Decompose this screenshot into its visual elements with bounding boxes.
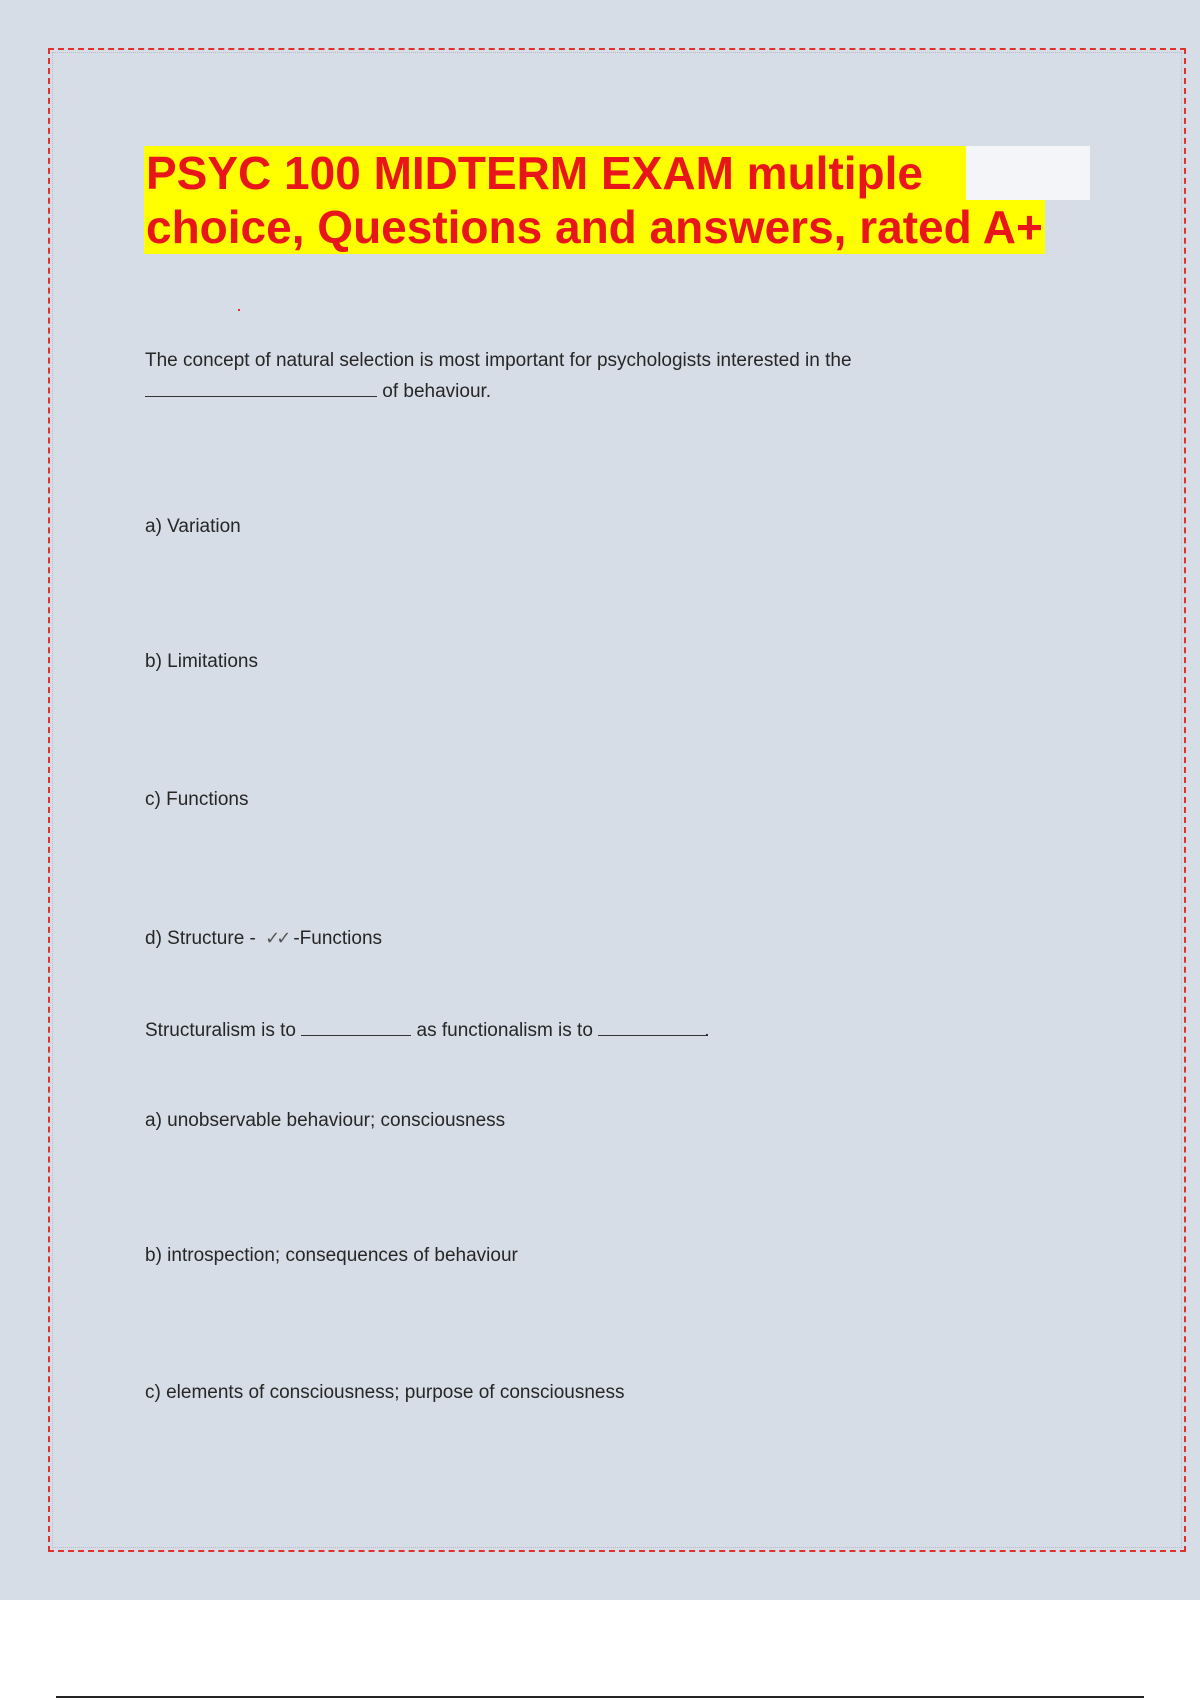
question-2-option-c: c) elements of consciousness; purpose of consciousness [145,1382,625,1403]
question-1-option-c: c) Functions [145,789,249,810]
title-line-1: PSYC 100 MIDTERM EXAM multiple [144,146,966,200]
question-2-stem-part-2: as functionalism is to [416,1020,593,1041]
question-2-stem-part-1: Structuralism is to [145,1020,296,1041]
question-1-stem-line-1: The concept of natural selection is most important for psychologists interested in the [145,350,852,371]
title-line-2: choice, Questions and answers, rated A+ [146,201,1043,253]
answer-blank [598,1019,708,1036]
question-1-option-b: b) Limitations [145,651,258,672]
question-1-stem-end: of behaviour. [382,381,492,402]
footer-rule [56,1696,1144,1698]
double-check-icon: ✓✓ [265,928,288,949]
title-highlight-pad [962,146,1090,200]
question-1-option-d-label: d) Structure - [145,928,262,949]
question-1-stem-line-2 [145,380,491,403]
question-2-option-b: b) introspection; consequences of behaviour [145,1245,518,1266]
question-2-option-a: a) unobservable behaviour; consciousness [145,1110,506,1131]
stray-dot-mark [238,309,240,311]
answer-blank [145,380,377,397]
question-1-correct-answer: -Functions [293,928,383,949]
question-1-option-d [145,928,382,950]
question-2-stem [145,1019,709,1042]
answer-blank [301,1019,411,1036]
question-1-option-a: a) Variation [145,516,241,537]
question-2-stem-end: . [704,1020,710,1041]
